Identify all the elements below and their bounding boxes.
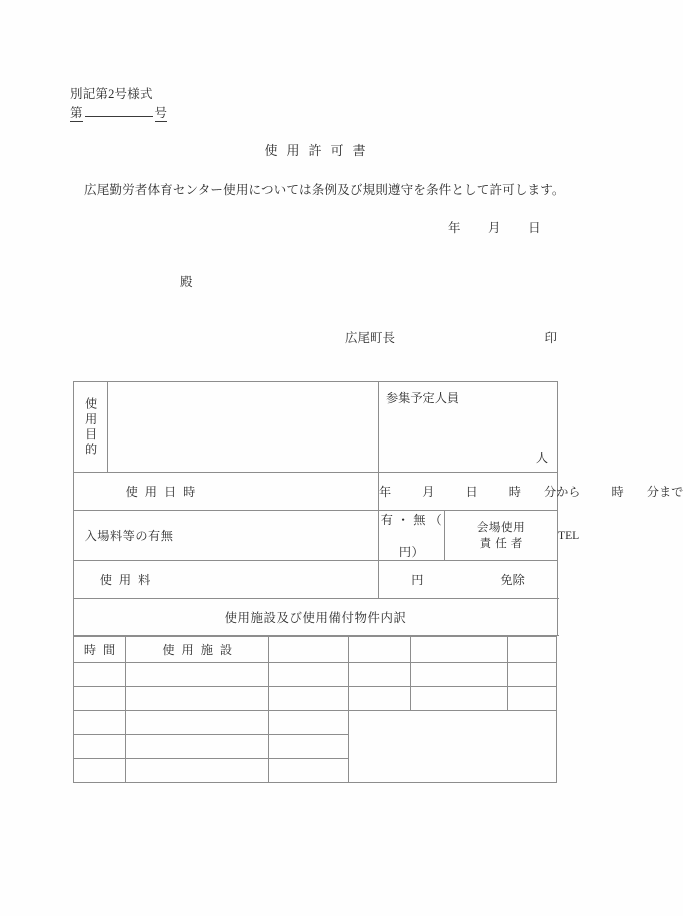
attendees-cell[interactable]: [379, 382, 558, 473]
detail-cell-col3[interactable]: [269, 711, 348, 735]
datetime-label-cell-a: [74, 473, 108, 511]
document-number-prefix: 第: [70, 103, 83, 122]
detail-cell-facility[interactable]: [126, 687, 269, 711]
detail-cell-facility[interactable]: [126, 759, 269, 783]
form-number: 別記第2号様式: [70, 87, 153, 101]
usage-fee-exemption: 免除: [500, 573, 525, 587]
responsible-label-line1: 会場使用: [476, 520, 526, 534]
details-header-time-label: 時間: [83, 643, 123, 657]
tel-label: TEL: [558, 529, 580, 542]
detail-cell-time[interactable]: [74, 711, 126, 735]
detail-cell-time[interactable]: [74, 759, 126, 783]
details-header-col6: [507, 637, 556, 663]
detail-cell-col5[interactable]: [410, 687, 507, 711]
admission-value-unit: 円）: [398, 545, 425, 559]
signer-line: [345, 328, 557, 346]
details-header-col3: [269, 637, 348, 663]
detail-cell-col3[interactable]: [269, 759, 348, 783]
purpose-label-cell: [74, 382, 108, 473]
detail-cell-col3[interactable]: [269, 687, 348, 711]
usage-fee-unit: 円: [411, 573, 424, 587]
detail-cell-time[interactable]: [74, 735, 126, 759]
purpose-label: 使用目的: [83, 396, 98, 458]
admission-label: 入場料等の有無: [84, 529, 174, 543]
table-row: [74, 663, 557, 687]
details-header-facility: [126, 637, 269, 663]
responsible-label-line2: 責任者: [479, 536, 527, 550]
detail-cell-facility[interactable]: [126, 663, 269, 687]
attendees-label: 参集予定人員: [386, 391, 460, 405]
admission-label-cell: [74, 511, 379, 561]
addressee-honorific: 殿: [180, 275, 193, 289]
dt-hour-to: 時: [611, 485, 624, 499]
detail-cell-time[interactable]: [74, 687, 126, 711]
seal-label: 印: [544, 331, 557, 345]
table-row-purpose: [74, 382, 558, 473]
table-row-datetime: [74, 473, 558, 511]
dt-year: 年: [379, 485, 392, 499]
detail-cell-facility[interactable]: [126, 711, 269, 735]
date-day-label: 日: [528, 221, 541, 235]
dt-minute-to: 分まで: [646, 485, 683, 499]
page-title: 使用許可書: [264, 143, 375, 158]
detail-cell-col4[interactable]: [348, 663, 410, 687]
purpose-input-cell[interactable]: [108, 382, 379, 473]
admission-value-prefix: 有 ・ 無 （: [380, 513, 443, 527]
datetime-label-cell: [108, 473, 379, 511]
table-row-details-heading: [74, 599, 558, 636]
detail-cell-col3[interactable]: [269, 735, 348, 759]
details-header-col5: [410, 637, 507, 663]
date-line: [448, 218, 541, 236]
detail-cell-merged-notes[interactable]: [348, 711, 556, 783]
admission-value-cell[interactable]: [379, 511, 445, 561]
dt-hour-from: 時: [508, 485, 521, 499]
table-row-usage-fee: [74, 561, 558, 599]
permit-form-table: [73, 381, 683, 636]
facility-details-table: [73, 636, 557, 783]
date-month-label: 月: [488, 221, 501, 235]
document-number-blank[interactable]: [85, 103, 153, 117]
details-header-facility-label: 使用施設: [162, 643, 240, 657]
datetime-value-cell[interactable]: [379, 473, 683, 511]
date-year-label: 年: [448, 221, 461, 235]
usage-fee-label: 使用料: [99, 573, 158, 587]
detail-cell-time[interactable]: [74, 663, 126, 687]
detail-cell-col3[interactable]: [269, 663, 348, 687]
details-header-time: [74, 637, 126, 663]
datetime-label: 使用日時: [125, 485, 203, 499]
document-number-suffix: 号: [155, 103, 168, 122]
details-header-row: [74, 637, 557, 663]
responsible-label-cell: [445, 511, 558, 561]
attendees-unit: 人: [535, 451, 548, 465]
usage-fee-label-cell: [74, 561, 379, 599]
table-row: [74, 711, 557, 735]
detail-cell-col4[interactable]: [348, 687, 410, 711]
dt-day: 日: [465, 485, 478, 499]
dt-month: 月: [422, 485, 435, 499]
document-number-line: [70, 103, 167, 122]
table-row-admission: [74, 511, 558, 561]
detail-cell-col6[interactable]: [507, 687, 556, 711]
detail-cell-col6[interactable]: [507, 663, 556, 687]
details-header-col4: [348, 637, 410, 663]
dt-minute-from: 分から: [543, 485, 581, 499]
detail-cell-facility[interactable]: [126, 735, 269, 759]
detail-cell-col5[interactable]: [410, 663, 507, 687]
body-paragraph: 広尾勤労者体育センター使用については条例及び規則遵守を条件として許可します。: [84, 183, 565, 197]
signer-name: 広尾町長: [345, 331, 396, 345]
usage-fee-value-cell[interactable]: [379, 561, 558, 599]
table-row: [74, 687, 557, 711]
details-section-title: 使用施設及び使用備付物件内訳: [74, 599, 558, 636]
